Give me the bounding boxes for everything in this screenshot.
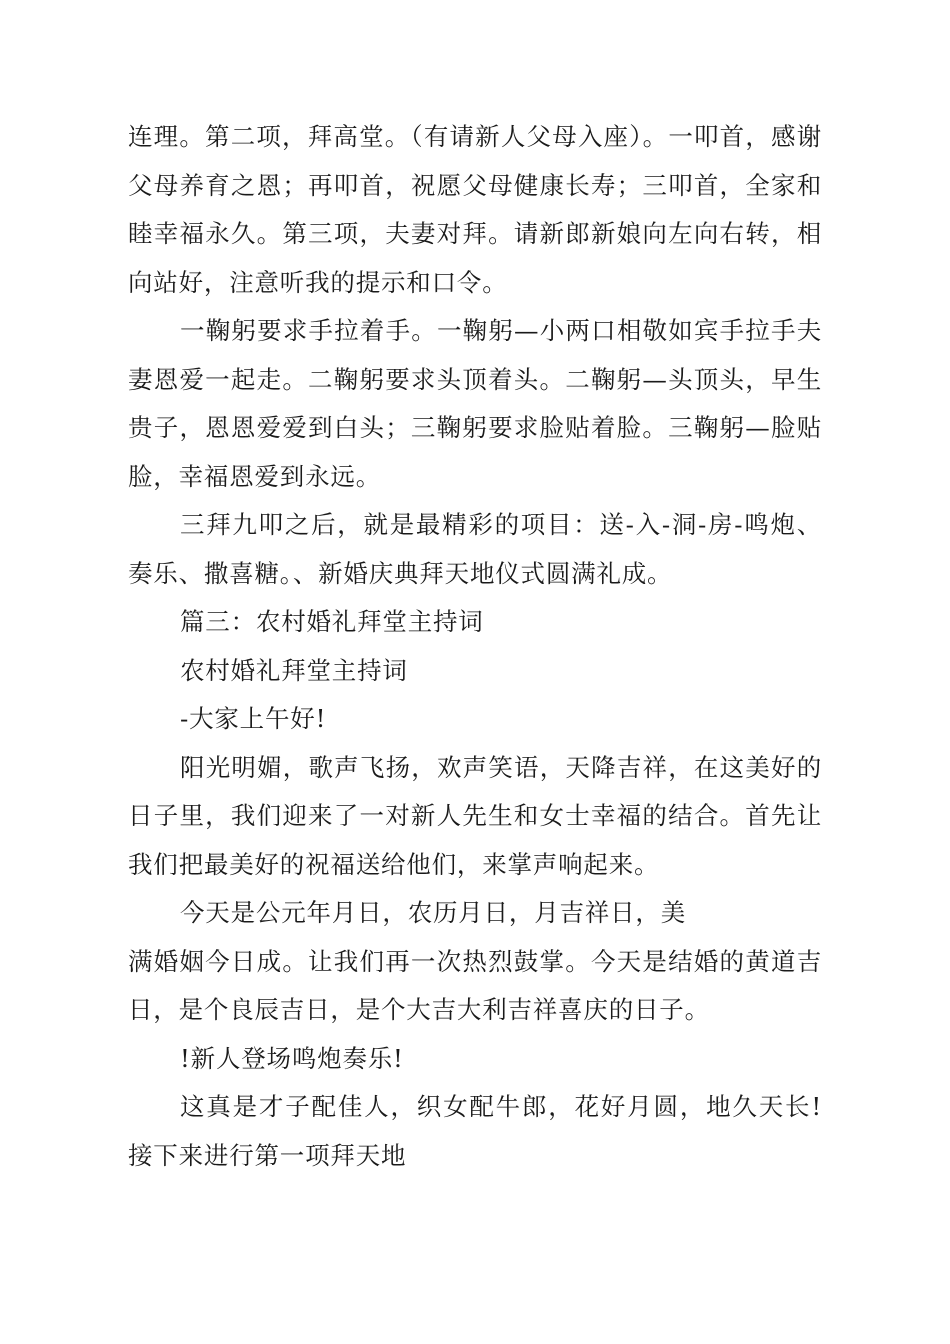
paragraph-couple-bows: 一鞠躬要求手拉着手。一鞠躬—小两口相敬如宾手拉手夫妻恩爱一起走。二鞠躬要求头顶着头。二鞠躬—头顶头，早生贵子，恩恩爱爱到白头；三鞠躬要求脸贴着脸。三鞠躬—脸贴脸，幸福恩爱到永远。 <box>128 316 822 491</box>
paragraph-date-line: 今天是公元年月日，农历月日，月吉祥日，美 <box>180 898 686 927</box>
paragraph-auspicious-day: 满婚姻今日成。让我们再一次热烈鼓掌。今天是结婚的黄道吉日，是个良辰吉日，是个大吉大利吉祥喜庆的日子。 <box>128 946 822 1024</box>
paragraph-first-rite: 这真是才子配佳人，织女配牛郎，花好月圆，地久天长!接下来进行第一项拜天地 <box>128 1092 822 1170</box>
greeting: -大家上午好! <box>180 704 327 733</box>
section-heading: 篇三：农村婚礼拜堂主持词 <box>180 607 484 636</box>
paragraph-bow-to-parents: 连理。第二项，拜高堂。（有请新人父母入座）。一叩首，感谢父母养育之恩；再叩首，祝愿父母健康长寿；三叩首，全家和睦幸福永久。第三项，夫妻对拜。请新郎新娘向左向右转，相向站好，注意听我的提示和口令。 <box>128 122 822 297</box>
paragraph-ceremony-complete: 三拜九叩之后，就是最精彩的项目：送-入-洞-房-鸣炮、奏乐、撒喜糖。、新婚庆典拜天地仪式圆满礼成。 <box>128 510 822 588</box>
paragraph-opening-blessing: 阳光明媚，歌声飞扬，欢声笑语，天降吉祥，在这美好的日子里，我们迎来了一对新人先生和女士幸福的结合。首先让我们把最美好的祝福送给他们，来掌声响起来。 <box>128 752 822 879</box>
paragraph-couple-entrance: !新人登场鸣炮奏乐! <box>180 1043 404 1073</box>
document-page <box>128 113 822 1180</box>
document-title: 农村婚礼拜堂主持词 <box>180 655 408 685</box>
